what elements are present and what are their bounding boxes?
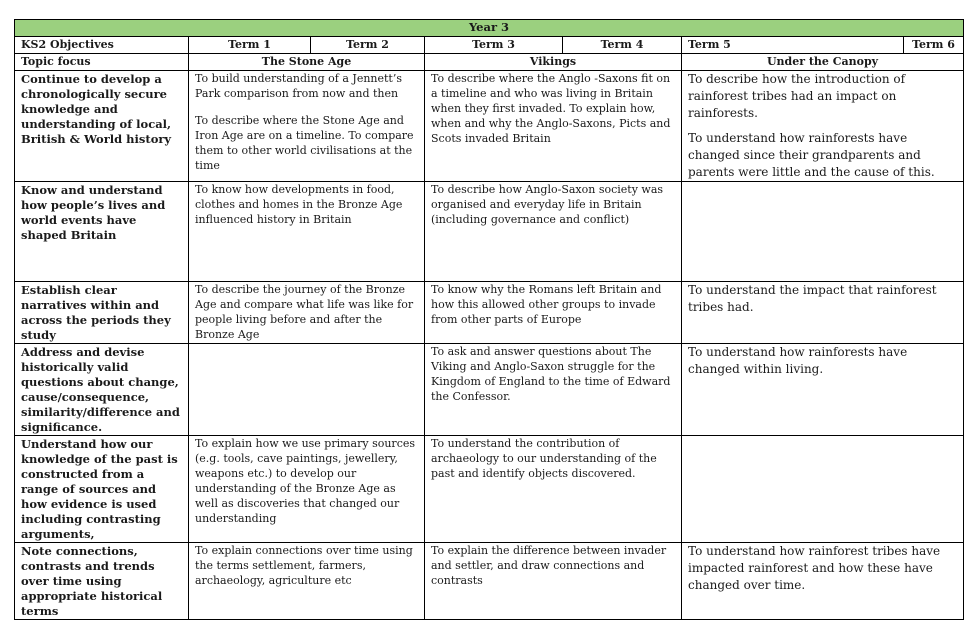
year-title: Year 3 (15, 20, 964, 37)
objective-cell: Address and devise historically valid questions about change, cause/consequence, similarity/difference and significance. (15, 344, 189, 436)
topic-row (15, 54, 964, 71)
term-3-4-cell: To describe where the Anglo -Saxons fit on a timeline and who was living in Britain when they first invaded. To explain how, when and why the Anglo-Saxons, Picts and Scots invaded Britain (425, 71, 682, 182)
term-3-4-cell: To know why the Romans left Britain and how this allowed other groups to invade from other parts of Europe (425, 282, 682, 344)
objective-cell: Establish clear narratives within and across the periods they study (15, 282, 189, 344)
term-header-row (15, 37, 964, 54)
topic-under-the-canopy: Under the Canopy (682, 54, 964, 71)
term-3-4-cell: To describe how Anglo-Saxon society was organised and everyday life in Britain (including governance and conflict) (425, 182, 682, 282)
term-5-6-cell: To understand the impact that rainforest tribes had. (682, 282, 964, 344)
objective-cell: Know and understand how people’s lives and world events have shaped Britain (15, 182, 189, 282)
term-1-header: Term 1 (189, 37, 311, 54)
term-1-2-cell: To explain how we use primary sources (e.g. tools, cave paintings, jewellery, weapons etc.) to develop our understanding of the Bronze Age as well as discoveries that changed our understanding (189, 436, 425, 543)
table-row (15, 344, 964, 436)
term-1-2-cell: To know how developments in food, clothes and homes in the Bronze Age influenced history in Britain (189, 182, 425, 282)
term-1-2-cell (189, 344, 425, 436)
term-3-4-cell: To explain the difference between invader and settler, and draw connections and contrasts (425, 543, 682, 620)
objective-cell: Continue to develop a chronologically secure knowledge and understanding of local, British & World history (15, 71, 189, 182)
objective-cell: Note connections, contrasts and trends over time using appropriate historical terms (15, 543, 189, 620)
ks2-objectives-header: KS2 Objectives (15, 37, 189, 54)
term-3-header: Term 3 (425, 37, 563, 54)
table-row (15, 543, 964, 620)
cell-text: To understand how rainforests have changed since their grandparents and parents were little and the cause of this. (688, 131, 935, 179)
term-3-4-cell: To ask and answer questions about The Viking and Anglo-Saxon struggle for the Kingdom of England to the time of Edward the Confessor. (425, 344, 682, 436)
term-5-6-cell (682, 71, 964, 182)
term-4-header: Term 4 (563, 37, 682, 54)
table-row (15, 282, 964, 344)
cell-text: To describe where the Stone Age and Iron Age are on a timeline. To compare them to other world civilisations at the time (195, 114, 414, 172)
term-1-2-cell: To explain connections over time using the terms settlement, farmers, archaeology, agriculture etc (189, 543, 425, 620)
term-2-header: Term 2 (311, 37, 425, 54)
term-6-header: Term 6 (904, 37, 964, 54)
topic-stone-age: The Stone Age (189, 54, 425, 71)
cell-text: To build understanding of a Jennett’s Park comparison from now and then (195, 72, 402, 100)
objective-cell: Understand how our knowledge of the past is constructed from a range of sources and how evidence is used including contrasting arguments, (15, 436, 189, 543)
table-row (15, 436, 964, 543)
term-5-6-cell (682, 436, 964, 543)
term-5-6-cell (682, 182, 964, 282)
table-row (15, 71, 964, 182)
cell-text: To describe how the introduction of rainforest tribes had an impact on rainforests. (688, 72, 906, 120)
topic-vikings: Vikings (425, 54, 682, 71)
year-row (15, 20, 964, 37)
term-1-2-cell: To describe the journey of the Bronze Age and compare what life was like for people living before and after the Bronze Age (189, 282, 425, 344)
curriculum-table (14, 19, 964, 620)
term-5-6-cell: To understand how rainforest tribes have impacted rainforest and how these have changed over time. (682, 543, 964, 620)
topic-focus-label: Topic focus (15, 54, 189, 71)
term-5-header: Term 5 (682, 37, 904, 54)
term-1-2-cell (189, 71, 425, 182)
term-5-6-cell: To understand how rainforests have changed within living. (682, 344, 964, 436)
table-row (15, 182, 964, 282)
term-3-4-cell: To understand the contribution of archaeology to our understanding of the past and identify objects discovered. (425, 436, 682, 543)
